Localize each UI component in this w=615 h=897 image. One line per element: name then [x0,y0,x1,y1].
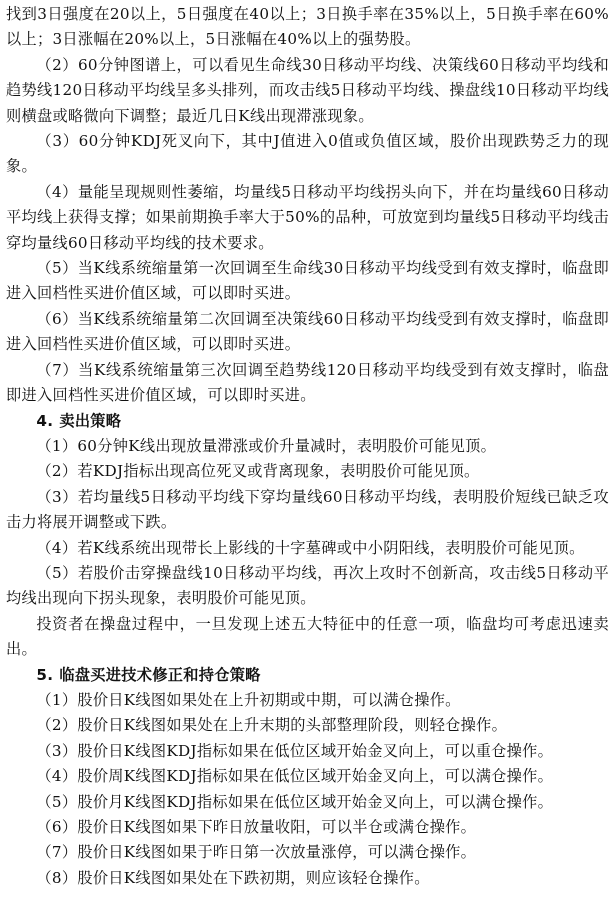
buy-item: （7）当K线系统缩量第三次回调至趋势线120日移动平均线受到有效支撑时，临盘即进入回档性买进价值区域，可以即时买进。 [6,360,609,405]
section-title: 临盘买进技术修正和持仓策略 [59,665,261,684]
buy-item: （6）当K线系统缩量第二次回调至决策线60日移动平均线受到有效支撑时，临盘即进入回档性买进价值区域，可以即时买进。 [6,309,609,354]
section-title: 卖出策略 [59,411,122,430]
sell-item: （4）若K线系统出现带长上影线的十字墓碑或中小阴阳线，表明股价可能见顶。 [36,538,585,557]
sell-item: （3）若均量线5日移动平均线下穿均量线60日移动平均线，表明股价短线已缺乏攻击力将展开调整或下跌。 [6,487,609,532]
hold-item: （7）股价日K线图如果于昨日第一次放量涨停，可以满仓操作。 [36,843,477,862]
section-heading-hold [6,663,609,688]
buy-item: （5）当K线系统缩量第一次回调至生命线30日移动平均线受到有效支撑时，临盘即进入回档性买进价值区域，可以即时买进。 [6,259,609,303]
hold-item: （5）股价月K线图KDJ指标如果在低位区域开始金叉向上，可以满仓操作。 [36,792,554,811]
section-heading-sell [6,409,609,434]
sell-item: （2）若KDJ指标出现高位死叉或背离现象，表明股价可能见顶。 [36,462,480,481]
sell-item: （5）若股价击穿操盘线10日移动平均线，再次上攻时不创新高，攻击线5日移动平均线出现向下拐头现象，表明股价可能见顶。 [6,563,609,608]
buy-item: （4）量能呈现规则性萎缩，均量线5日移动平均线拐头向下，并在均量线60日移动平均线上获得支撑；如果前期换手率大于50%的品种，可放宽到均量线5日移动平均线击穿均量线60日移动平均线的技术要求。 [6,182,609,252]
sell-item: （1）60分钟K线出现放量滞涨或价升量减时，表明股价可能见顶。 [36,436,497,455]
hold-item: （1）股价日K线图如果处在上升初期或中期，可以满仓操作。 [36,690,461,709]
hold-item: （8）股价日K线图如果处在下跌初期，则应该轻仓操作。 [36,868,430,887]
hold-item: （2）股价日K线图如果处在上升末期的头部整理阶段，则轻仓操作。 [36,716,508,735]
hold-item: （6）股价日K线图如果下昨日放量收阳，可以半仓或满仓操作。 [36,818,477,836]
hold-item: （4）股价周K线图KDJ指标如果在低位区域开始金叉向上，可以满仓操作。 [36,767,554,786]
hold-item: （3）股价日K线图KDJ指标如果在低位区域开始金叉向上，可以重仓操作。 [36,741,554,760]
section-number: 5. [36,665,54,684]
section-number: 4. [36,411,54,430]
continuation-paragraph: 找到3日强度在20以上，5日强度在40以上；3日换手率在35%以上，5日换手率在60%以上；3日涨幅在20%以上，5日涨幅在40%以上的强势股。 [6,5,609,49]
buy-item: （3）60分钟KDJ死叉向下，其中J值进入0值或负值区域，股价出现跌势乏力的现象。 [6,132,609,176]
buy-item: （2）60分钟图谱上，可以看见生命线30日移动平均线、决策线60日移动平均线和趋势线120日移动平均线呈多头排列，而攻击线5日移动平均线、操盘线10日移动平均线则横盘或略微向下调整；最近几日K线出现滞涨现象。 [6,55,609,125]
sell-note: 投资者在操盘过程中，一旦发现上述五大特征中的任意一项，临盘均可考虑迅速卖出。 [6,614,609,659]
